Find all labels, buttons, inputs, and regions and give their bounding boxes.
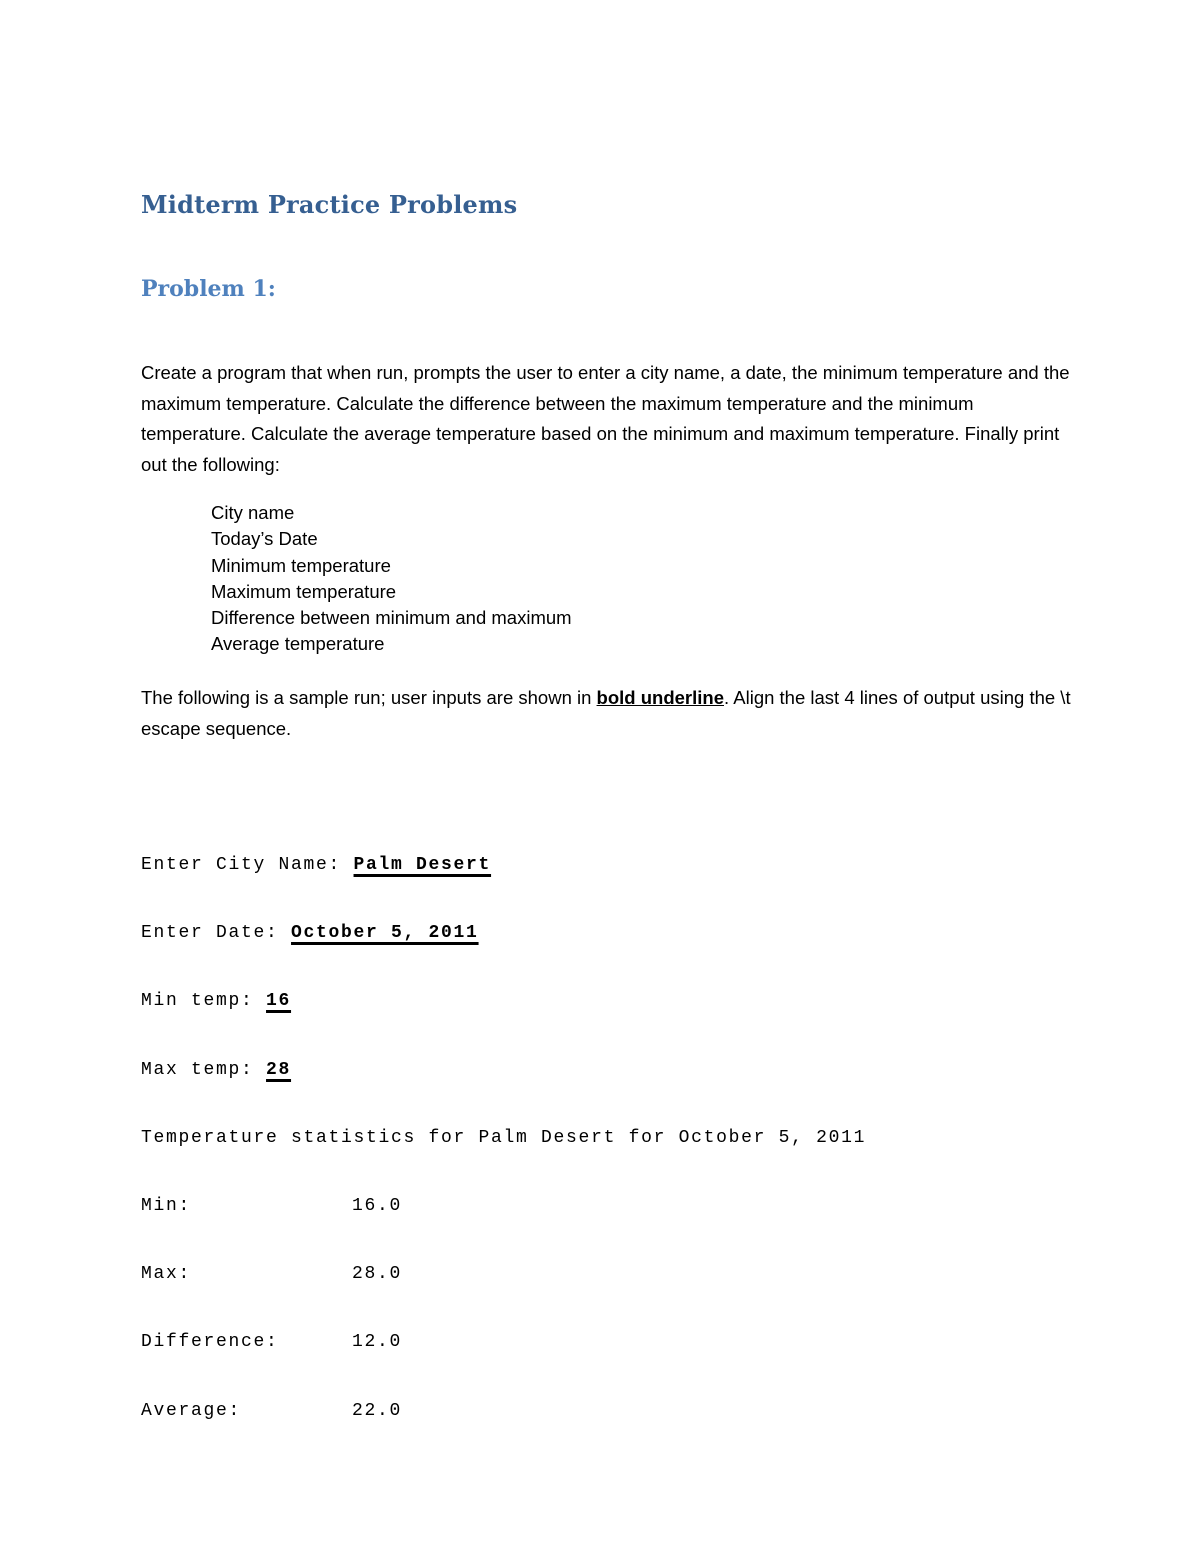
prompt-text: Max temp: (141, 1059, 267, 1080)
sample-text-emphasis: bold underline (596, 687, 724, 708)
summary-line: Temperature statistics for Palm Desert for October 5, 2011 (141, 1127, 867, 1148)
stat-label: Average: (141, 1400, 242, 1421)
list-item: Minimum temperature (211, 554, 391, 576)
stat-label: Min: (141, 1195, 192, 1216)
user-input: 28 (266, 1059, 292, 1080)
stat-line (141, 1328, 866, 1356)
sample-run-paragraph (141, 683, 1071, 744)
stat-value: 12.0 (352, 1332, 403, 1353)
prompt-line (141, 919, 866, 947)
list-item: City name (211, 502, 295, 523)
prompt-text: Enter City Name: (141, 855, 354, 875)
prompt-line (141, 987, 866, 1015)
sample-text-after: . Align the last 4 lines of output using the \t escape sequence. (141, 687, 1071, 739)
stat-line (141, 1192, 866, 1220)
sample-text-before: The following is a sample run; user inputs are shown in (141, 687, 597, 708)
prompt-text: Enter Date: (141, 923, 292, 944)
stat-value: 28.0 (352, 1264, 403, 1285)
prompt-line (141, 1056, 866, 1084)
prompt-text: Min temp: (141, 991, 267, 1012)
prompt-line (141, 851, 866, 879)
intro-paragraph: Create a program that when run, prompts the user to enter a city name, a date, the minimum temperature and the maximum temperature. Calculate the difference between the maximum temperature and the minimum temperature. Calculate the average temperature based on the minimum and maximum temperature. Finally print out the following: (141, 362, 1070, 475)
page-title: Midterm Practice Problems (141, 190, 518, 219)
stat-value: 16.0 (352, 1195, 403, 1216)
stat-label: Difference: (141, 1332, 279, 1353)
stat-value: 22.0 (352, 1400, 403, 1421)
user-input: Palm Desert (353, 855, 492, 875)
stat-label: Max: (141, 1264, 192, 1285)
user-input: October 5, 2011 (291, 923, 479, 944)
list-item: Difference between minimum and maximum (211, 607, 572, 629)
problem-heading: Problem 1: (141, 276, 276, 302)
stat-line (141, 1260, 866, 1288)
output-items-list (211, 500, 572, 658)
user-input: 16 (266, 991, 292, 1012)
stat-line (141, 1397, 866, 1425)
list-item: Today’s Date (211, 528, 318, 550)
sample-run-output (141, 811, 866, 1465)
list-item: Average temperature (211, 633, 385, 655)
list-item: Maximum temperature (211, 580, 397, 602)
